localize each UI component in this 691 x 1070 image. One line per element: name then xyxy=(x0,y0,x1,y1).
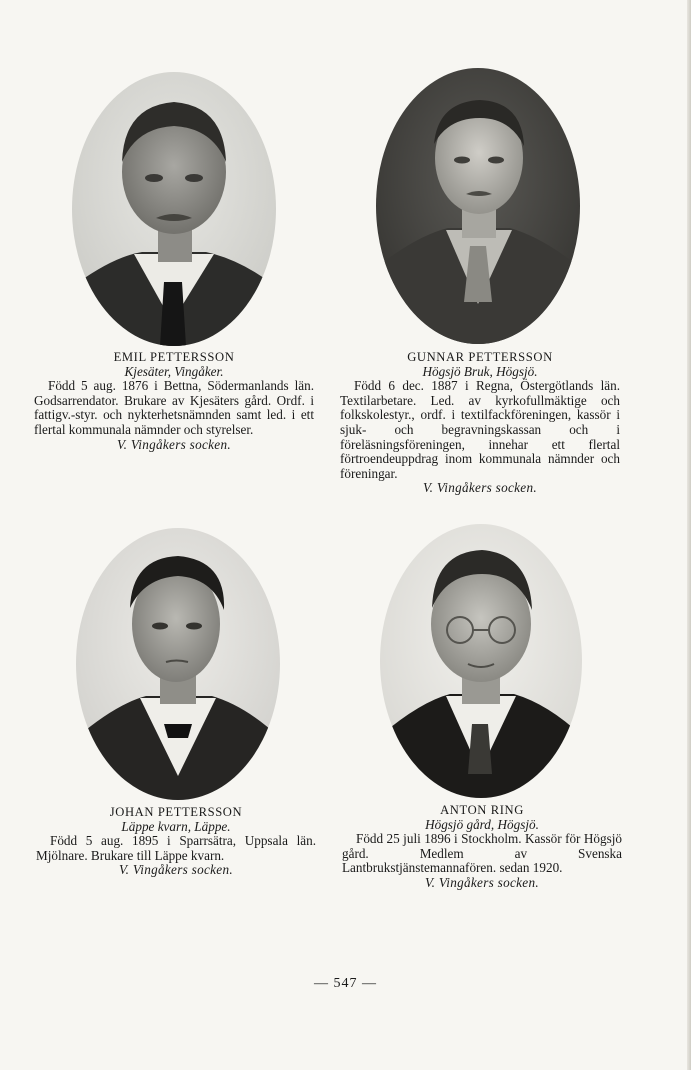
portrait-gunnar-pettersson xyxy=(376,68,580,344)
caption-johan-pettersson xyxy=(36,805,316,878)
person-place: Läppe kvarn, Läppe. xyxy=(121,818,231,834)
caption-anton-ring xyxy=(342,803,622,891)
person-place: Högsjö Bruk, Högsjö. xyxy=(422,363,538,379)
person-name: GUNNAR PETTERSSON xyxy=(407,350,553,364)
person-bio: Född 5 aug. 1895 i Sparrsätra, Uppsala län. Mjölnare. Brukare till Läppe kvarn. xyxy=(36,833,316,863)
person-bio: Född 5 aug. 1876 i Bettna, Södermanlands län. Godsarrendator. Brukare av Kjesäters gård. Ordf. i fattigv.-styr. och nykterhetsnämnden samt led. i ett flertal kommunala nämnder och styrelser. xyxy=(34,378,314,437)
person-place: Kjesäter, Vingåker. xyxy=(124,363,224,379)
person-name: ANTON RING xyxy=(440,803,524,817)
person-parish: V. Vingåkers socken. xyxy=(119,862,233,878)
caption-gunnar-pettersson xyxy=(340,350,620,496)
caption-emil-pettersson xyxy=(34,350,314,452)
person-parish: V. Vingåkers socken. xyxy=(425,874,539,890)
person-name: JOHAN PETTERSSON xyxy=(109,805,243,819)
portrait-emil-pettersson xyxy=(72,72,276,346)
person-bio: Född 6 dec. 1887 i Regna, Östergötlands län. Textilarbetare. Led. av kyrkofullmäktige och folkskolestyr., ordf. i textilfackföreningen, kassör i sjuk- och begravningskassan och i föreläsningsföreningen, innehar ett flertal förtroendeuppdrag inom kommunala nämnder och föreningar. xyxy=(340,378,620,481)
person-bio: Född 25 juli 1896 i Stockholm. Kassör för Högsjö gård. Medlem av Svenska Lantbrukstjänstemannafören. sedan 1920. xyxy=(342,831,622,876)
person-place: Högsjö gård, Högsjö. xyxy=(425,816,539,832)
page-number: — 547 — xyxy=(314,976,377,991)
person-parish: V. Vingåkers socken. xyxy=(117,436,231,452)
person-name: EMIL PETTERSSON xyxy=(113,350,235,364)
portrait-johan-pettersson xyxy=(76,528,280,800)
portrait-anton-ring xyxy=(380,524,582,798)
person-parish: V. Vingåkers socken. xyxy=(423,480,537,496)
page-edge xyxy=(687,0,691,1070)
